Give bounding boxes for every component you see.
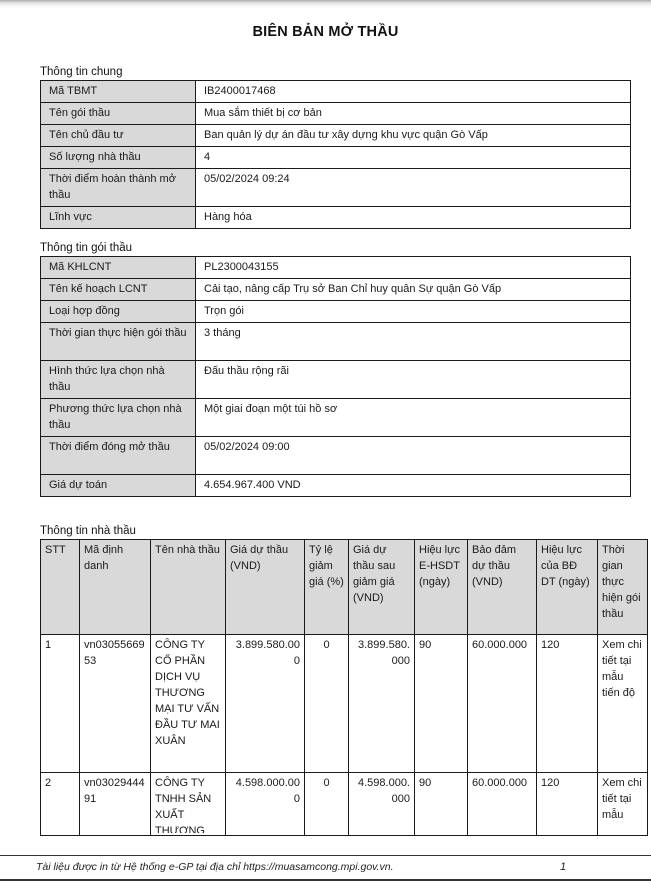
- row-value: Một giai đoạn một túi hồ sơ: [196, 399, 631, 437]
- section-title-general: Thông tin chung: [40, 66, 123, 78]
- cell-bid-security: 60.000.000: [468, 773, 537, 836]
- page-bottom-edge: [0, 879, 651, 881]
- cell-contractor-name: CÔNG TY TNHH SẢN XUẤT THƯƠNG: [151, 773, 226, 836]
- table-row: [41, 147, 631, 169]
- row-label: Giá dự toán: [41, 475, 196, 497]
- row-label: Tên kế hoạch LCNT: [41, 279, 196, 301]
- row-label: Thời điểm hoàn thành mở thầu: [41, 169, 196, 207]
- table-row: [41, 103, 631, 125]
- table-row: [41, 81, 631, 103]
- row-value: Cải tạo, nâng cấp Trụ sở Ban Chỉ huy quân Sự quận Gò Vấp: [196, 279, 631, 301]
- cell-security-validity: 120: [537, 635, 598, 773]
- row-value: IB2400017468: [196, 81, 631, 103]
- row-value: Trọn gói: [196, 301, 631, 323]
- row-label: Tên chủ đầu tư: [41, 125, 196, 147]
- footer-divider: [0, 855, 651, 856]
- row-label: Thời gian thực hiện gói thầu: [41, 323, 196, 361]
- cell-validity: 90: [415, 773, 468, 836]
- cell-duration: Xem chi tiết tại mẫu: [598, 773, 648, 836]
- table-row: [41, 773, 648, 836]
- column-header-id: Mã định danh: [80, 540, 151, 635]
- page-number: 1: [560, 861, 567, 873]
- table-row: [41, 323, 631, 361]
- section-contractors: [40, 525, 651, 836]
- column-header-discount: Tỷ lệ giảm giá (%): [305, 540, 349, 635]
- row-label: Tên gói thầu: [41, 103, 196, 125]
- table-row: [41, 475, 631, 497]
- row-value: Hàng hóa: [196, 207, 631, 229]
- general-info-table: [40, 80, 631, 229]
- column-header-bid-security: Bảo đảm dự thầu (VND): [468, 540, 537, 635]
- row-label: Số lượng nhà thầu: [41, 147, 196, 169]
- cell-contractor-id: vn0302944491: [80, 773, 151, 836]
- column-header-validity: Hiệu lực E-HSDT (ngày): [415, 540, 468, 635]
- row-value: Mua sắm thiết bị cơ bản: [196, 103, 631, 125]
- row-value: 05/02/2024 09:24: [196, 169, 631, 207]
- row-value: PL2300043155: [196, 257, 631, 279]
- contractors-table: [40, 539, 648, 836]
- row-label: Phương thức lựa chọn nhà thầu: [41, 399, 196, 437]
- table-row: [41, 207, 631, 229]
- column-header-stt: STT: [41, 540, 80, 635]
- cell-duration: Xem chi tiết tại mẫu tiến độ: [598, 635, 648, 773]
- cell-bid-price: 3.899.580.000: [226, 635, 305, 773]
- column-header-price-after: Giá dự thầu sau giảm giá (VND): [349, 540, 415, 635]
- row-value: 4.654.967.400 VND: [196, 475, 631, 497]
- row-value: 05/02/2024 09:00: [196, 437, 631, 475]
- table-row: [41, 361, 631, 399]
- cell-bid-security: 60.000.000: [468, 635, 537, 773]
- column-header-name: Tên nhà thầu: [151, 540, 226, 635]
- cell-price-after-discount: 4.598.000.000: [349, 773, 415, 836]
- table-row: [41, 169, 631, 207]
- table-row: [41, 399, 631, 437]
- row-value: 4: [196, 147, 631, 169]
- table-row: [41, 301, 631, 323]
- document-body: [40, 66, 651, 836]
- page-top-shadow: [0, 0, 651, 8]
- cell-contractor-name: CÔNG TY CỔ PHẦN DỊCH VỤ THƯƠNG MẠI TƯ VẤN ĐẦU TƯ MAI XUÂN: [151, 635, 226, 773]
- cell-stt: 1: [41, 635, 80, 773]
- row-value: Ban quản lý dự án đầu tư xây dựng khu vực quận Gò Vấp: [196, 125, 631, 147]
- cell-price-after-discount: 3.899.580.000: [349, 635, 415, 773]
- cell-discount: 0: [305, 773, 349, 836]
- section-title-contractors: Thông tin nhà thầu: [40, 525, 136, 537]
- cell-contractor-id: vn0305566953: [80, 635, 151, 773]
- row-label: Loại hợp đồng: [41, 301, 196, 323]
- row-label: Mã TBMT: [41, 81, 196, 103]
- table-row: [41, 635, 648, 773]
- row-label: Lĩnh vực: [41, 207, 196, 229]
- cell-validity: 90: [415, 635, 468, 773]
- table-row: [41, 279, 631, 301]
- section-package-info: [40, 242, 651, 497]
- column-header-bid-price: Giá dự thầu (VND): [226, 540, 305, 635]
- cell-stt: 2: [41, 773, 80, 836]
- table-row: [41, 257, 631, 279]
- column-header-duration: Thời gian thực hiện gói thầu: [598, 540, 648, 635]
- table-header-row: [41, 540, 648, 635]
- package-info-table: [40, 256, 631, 497]
- table-row: [41, 125, 631, 147]
- footer-print-note: Tài liệu được in từ Hệ thống e-GP tại địa chỉ https://muasamcong.mpi.gov.vn.: [36, 861, 394, 873]
- cell-bid-price: 4.598.000.000: [226, 773, 305, 836]
- row-label: Hình thức lựa chọn nhà thầu: [41, 361, 196, 399]
- cell-discount: 0: [305, 635, 349, 773]
- section-title-package: Thông tin gói thầu: [40, 242, 133, 254]
- row-value: 3 tháng: [196, 323, 631, 361]
- column-header-security-validity: Hiệu lực của BĐ DT (ngày): [537, 540, 598, 635]
- table-row: [41, 437, 631, 475]
- cell-security-validity: 120: [537, 773, 598, 836]
- section-general-info: [40, 66, 651, 229]
- row-label: Thời điểm đóng mở thầu: [41, 437, 196, 475]
- document-title: BIÊN BẢN MỞ THẦU: [252, 24, 399, 40]
- row-value: Đấu thầu rộng rãi: [196, 361, 631, 399]
- row-label: Mã KHLCNT: [41, 257, 196, 279]
